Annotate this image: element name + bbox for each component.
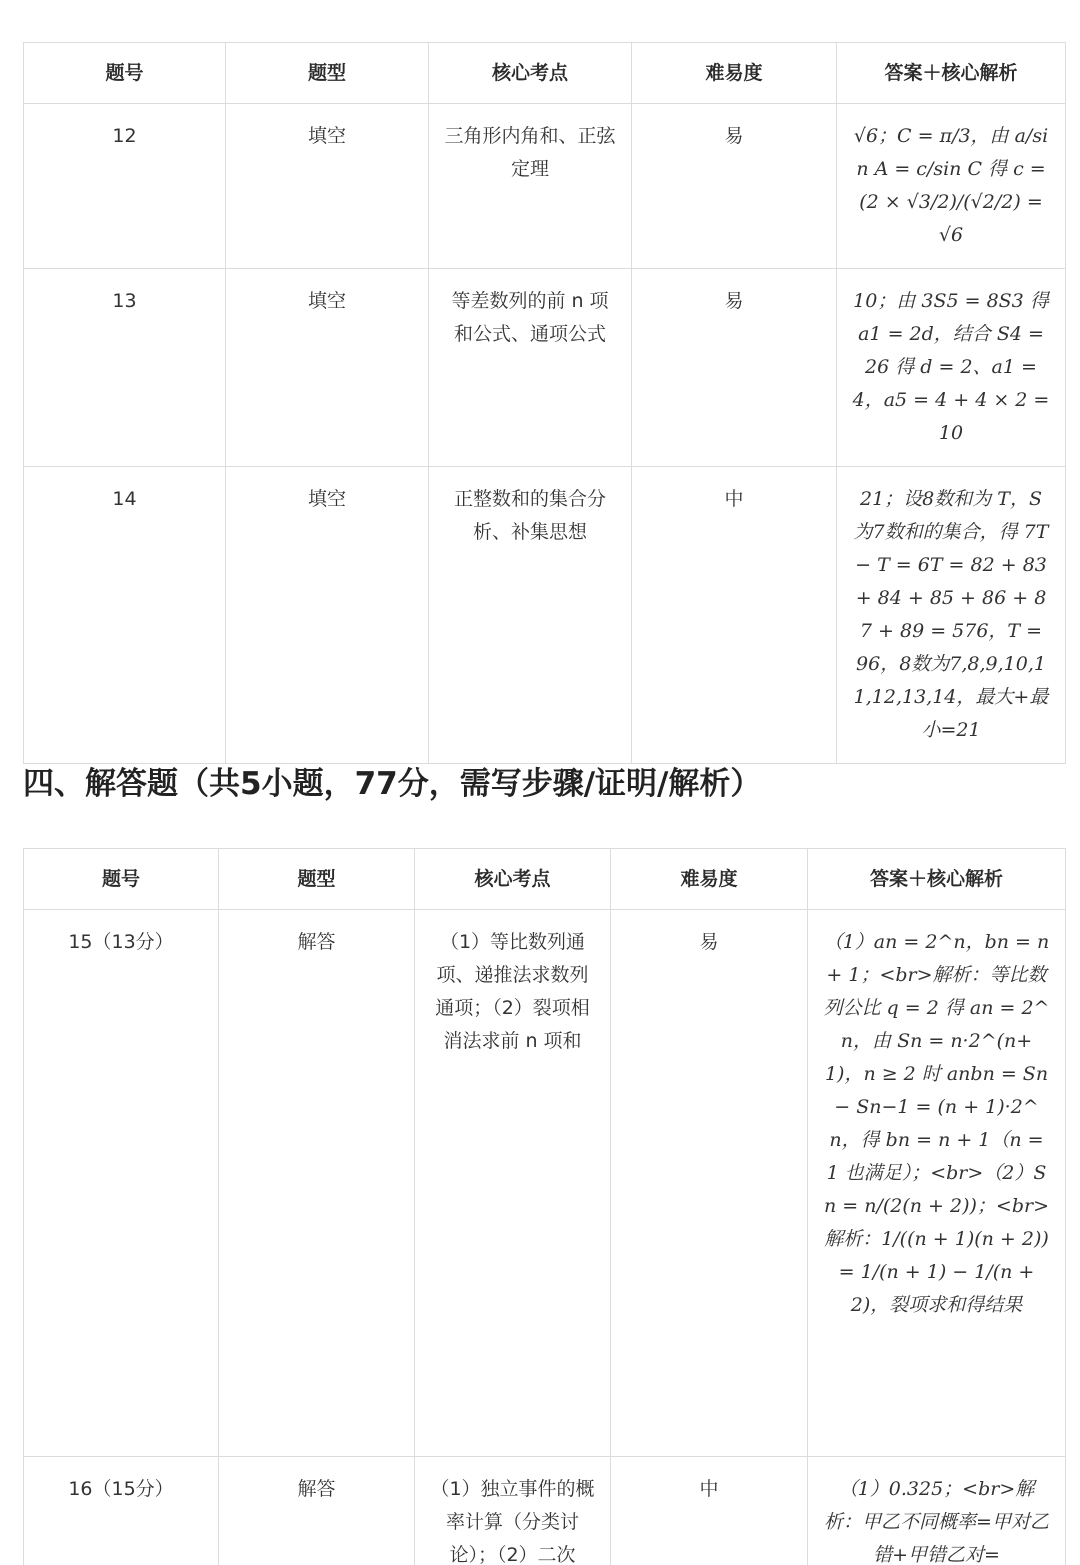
table-row [24,104,1066,269]
header-answer-analysis: 答案＋核心解析 [808,849,1066,910]
header-difficulty: 难易度 [611,849,808,910]
header-question-number: 题号 [24,849,219,910]
header-question-type: 题型 [219,849,415,910]
answer-analysis-cell: （1）an = 2^n，bn = n + 1；<br>解析：等比数列公比 q = 2 得 an = 2^n，由 Sn = n·2^(n+1)，n ≥ 2 时 anbn = Sn − Sn−1 = (n + 1)·2^n，得 bn = n + 1（n = 1 也满足）；<br>（2）Sn = n/(2(n + 2))；<br>解析：1/((n + 1)(n + 2)) = 1/(n + 1) − 1/(n + 2)，裂项求和得结果 [808,910,1066,1457]
header-question-number: 题号 [24,43,226,104]
core-topic-cell: 三角形内角和、正弦定理 [429,104,632,269]
core-topic-cell: （1）独立事件的概率计算（分类讨论）；（2）二次 [415,1457,611,1565]
answer-analysis-cell: （1）0.325；<br>解析：甲乙不同概率=甲对乙错+甲错乙对= [808,1457,1066,1565]
header-core-topic: 核心考点 [429,43,632,104]
core-topic-cell: （1）等比数列通项、递推法求数列通项；（2）裂项相消法求前 n 项和 [415,910,611,1457]
question-number-cell: 13 [24,269,226,467]
question-number-cell: 12 [24,104,226,269]
table-row [24,910,1066,1457]
header-question-type: 题型 [226,43,429,104]
header-difficulty: 难易度 [632,43,837,104]
difficulty-cell: 易 [632,104,837,269]
header-answer-analysis: 答案＋核心解析 [837,43,1066,104]
question-type-cell: 填空 [226,269,429,467]
header-core-topic: 核心考点 [415,849,611,910]
answer-analysis-cell: √6；C = π/3，由 a/sin A = c/sin C 得 c = (2 × √3/2)/(√2/2) = √6 [837,104,1066,269]
answer-analysis-cell: 21；设8数和为 T，S 为7数和的集合，得 7T − T = 6T = 82 + 83 + 84 + 85 + 86 + 87 + 89 = 576，T = 96，8数为7,8,9,10,11,12,13,14，最大+最小=21 [837,467,1066,764]
core-topic-cell: 等差数列的前 n 项和公式、通项公式 [429,269,632,467]
fill-in-answer-table [23,42,1066,764]
difficulty-cell: 易 [632,269,837,467]
section-heading: 四、解答题（共5小题，77分，需写步骤/证明/解析） [23,766,762,802]
question-type-cell: 填空 [226,467,429,764]
question-number-cell: 16（15分） [24,1457,219,1565]
table-row [24,467,1066,764]
difficulty-cell: 中 [632,467,837,764]
difficulty-cell: 易 [611,910,808,1457]
table-header-row [24,849,1066,910]
difficulty-cell: 中 [611,1457,808,1565]
question-number-cell: 15（13分） [24,910,219,1457]
question-number-cell: 14 [24,467,226,764]
answer-analysis-cell: 10；由 3S5 = 8S3 得 a1 = 2d，结合 S4 = 26 得 d = 2、a1 = 4，a5 = 4 + 4 × 2 = 10 [837,269,1066,467]
table-row [24,1457,1066,1565]
table-row [24,269,1066,467]
table-header-row [24,43,1066,104]
question-type-cell: 填空 [226,104,429,269]
question-type-cell: 解答 [219,910,415,1457]
core-topic-cell: 正整数和的集合分析、补集思想 [429,467,632,764]
solution-answer-table [23,848,1066,1565]
question-type-cell: 解答 [219,1457,415,1565]
